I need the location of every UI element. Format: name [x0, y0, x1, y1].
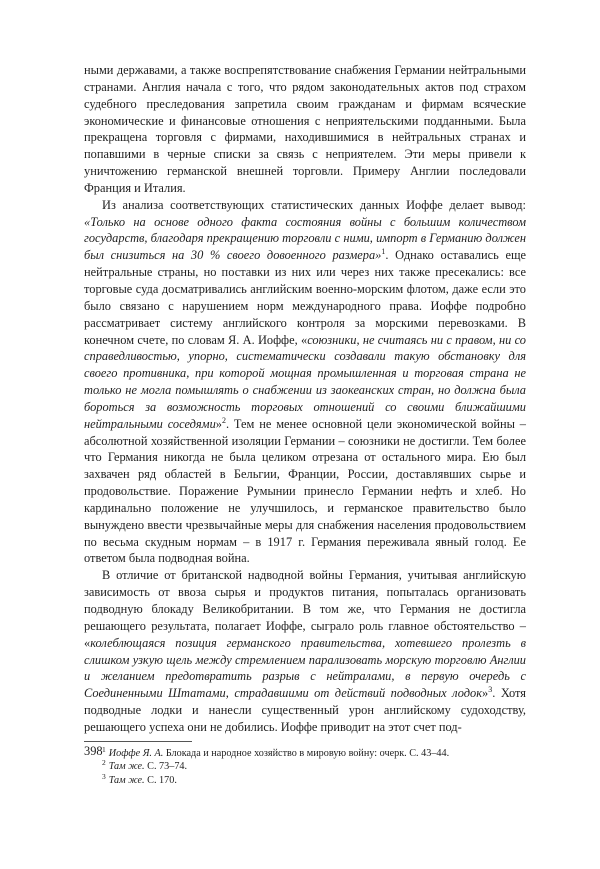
page-body	[84, 62, 526, 787]
body-text: Из анализа соответствующих статистических данных Иоффе делает вывод:	[102, 197, 526, 212]
paragraph	[84, 62, 526, 197]
footnote-text: С. 170.	[144, 774, 177, 786]
main-text	[84, 62, 526, 736]
footnote	[84, 760, 526, 773]
body-text: . Тем не менее основной цели экономической войны – абсолютной хозяйственной изоляции Германии – союзники не достигли. Тем более что Германия никогда не была целиком отрезана от остального мира. Ею был захвачен ряд областей в Бельгии, Франции, России, доставлявших сырье и продовольствие. Поражение Румынии принесло Германии нефть и хлеб. Но кардинально положение не улучшилось, и германское правительство было вынуждено ввести чрезвычайные меры для снабжения населения продовольствием по весьма скудным нормам – в 1917 г. Германия переживала явный голод. Ее ответом была подводная война.	[84, 416, 526, 566]
footnote-text: С. 73–74.	[144, 761, 188, 773]
body-text: »	[215, 416, 222, 431]
footnote	[84, 771, 526, 787]
body-text: . Хотя подводные лодки и нанесли существенный урон английскому судоходству, решающего успеха они не добились. Иоффе приводит на этот счет под-	[84, 686, 526, 734]
quotation-text: союзники, не считаясь ни с правом, ни со справедливостью, упорно, систематически создавали такую обстановку для своего противника, при которой мощная промышленная и торговая страна не только не могла помышлять о снабжении из заокеанских стран, но должна была бороться за возможность торговых отношений со своими ближайшими нейтральными соседями	[84, 332, 527, 431]
page-number: 398	[84, 744, 103, 758]
footnote-author: Там же.	[108, 761, 145, 773]
footnote	[84, 744, 526, 760]
body-text: »	[482, 686, 489, 701]
body-text: В отличие от британской надводной войны Германия, учитывая английскую зависимость от ввоза сырья и продуктов питания, попыталась организовать подводную блокаду Великобритании. В том же, что Германия не достигла решающего результата, полагает Иоффе, сыграло роль главное обстоятельство – «	[84, 568, 526, 650]
footnote-ref: 3	[488, 685, 493, 695]
footnote-text: Блокада и народное хозяйство в мировую войну: очерк. С. 43–44.	[163, 747, 450, 759]
footnote-ref: 1	[381, 247, 386, 257]
footnote-ref: 2	[221, 415, 226, 425]
paragraph	[84, 567, 526, 735]
quotation-text: колеблющаяся позиция германского правительства, хотевшего пролезть в слишком узкую щель между стремлением парализовать морскую торговлю Англии и желанием предотвратить разрыв с нейтралами, в первую очередь с Соединенными Штатами, страдавшими от действий подводных лодок	[84, 635, 526, 701]
footnote-author: Там же.	[108, 774, 145, 786]
quotation-text: «Только на основе одного факта состояния войны с большим количеством государств, благодаря прекращению торговли с ними, импорт в Германию должен был снизиться на 30 % своего довоенного размера»	[84, 214, 526, 263]
footnote-number: 1	[102, 744, 106, 754]
footnote-author: Иоффе Я. А.	[108, 747, 164, 759]
paragraph	[84, 197, 526, 568]
footnote-number: 2	[102, 758, 106, 768]
body-text: . Однако оставались еще нейтральные страны, но поставки из них или через них также пресекались: все торговые суда досматривались английским военно-морским флотом, даже если это было связано с нарушением норм международного права. Иоффе подробно рассматривает систему английского контроля за морскими перевозками. В конечном счете, по словам Я. А. Иоффе, «	[84, 248, 526, 347]
footnote-rule	[84, 741, 192, 742]
footnote-number: 3	[102, 771, 106, 781]
body-text: ными державами, а также воспрепятствование снабжения Германии нейтральными странами. Англия начала с того, что рядом законодательных актов под страхом судебного преследования запретила своим гражданам и фирмам всяческие экономические и финансовые отношения с неприятельскими подданными. Была прекращена торговля с фирмами, находившимися в нейтральных странах и попавшими в черные списки за связь с неприятелем. Эти меры привели к уничтожению германской внешней торговли. Примеру Англии последовали Франция и Италия.	[84, 63, 526, 195]
footnotes	[84, 744, 526, 787]
